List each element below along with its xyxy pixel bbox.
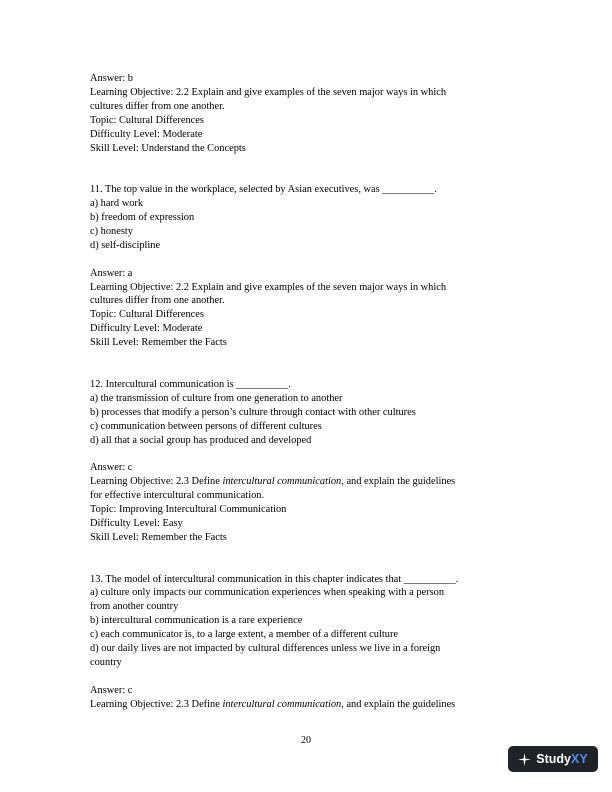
text-line: 13. The model of intercultural communication in this chapter indicates that __________. xyxy=(90,573,459,585)
text-line: d) self-discipline xyxy=(90,239,161,251)
text-line: Difficulty Level: Easy xyxy=(90,517,183,529)
text-line: d) all that a social group has produced and developed xyxy=(90,434,312,446)
text-line: Topic: Cultural Differences xyxy=(90,309,204,321)
paragraph-gap xyxy=(90,155,530,183)
text-block xyxy=(90,573,530,670)
text-block xyxy=(90,183,530,253)
text-line: Difficulty Level: Moderate xyxy=(90,323,203,335)
text-line: d) our daily lives are not impacted by cultural differences unless we live in a foreign xyxy=(90,643,441,655)
text-line: a) the transmission of culture from one generation to another xyxy=(90,392,343,404)
text-line: c) each communicator is, to a large extent, a member of a different culture xyxy=(90,629,399,641)
studyxy-badge[interactable] xyxy=(508,746,598,772)
paragraph-gap xyxy=(90,253,530,267)
text-line: from another country xyxy=(90,601,179,613)
brand-name-suffix: XY xyxy=(571,752,588,766)
text-line: c) communication between persons of different cultures xyxy=(90,420,322,432)
text-line: cultures differ from one another. xyxy=(90,100,225,112)
text-span: , and explain the guidelines xyxy=(341,476,456,488)
paragraph-gap xyxy=(90,545,530,573)
text-line: Difficulty Level: Moderate xyxy=(90,128,203,140)
text-line: a) hard work xyxy=(90,198,144,210)
text-line: Topic: Cultural Differences xyxy=(90,114,204,126)
text-block xyxy=(90,378,530,448)
text-line: 12. Intercultural communication is __________. xyxy=(90,378,291,390)
text-block xyxy=(90,267,530,350)
text-line: Answer: b xyxy=(90,73,133,84)
text-span: Learning Objective: 2.3 Define xyxy=(90,476,223,488)
text-block xyxy=(90,684,530,712)
paragraph-gap xyxy=(90,447,530,461)
text-line: Skill Level: Remember the Facts xyxy=(90,337,227,349)
text-line: b) freedom of expression xyxy=(90,212,195,224)
text-line: for effective intercultural communication. xyxy=(90,490,265,502)
paragraph-gap xyxy=(90,350,530,378)
text-line: country xyxy=(90,656,122,668)
text-line: Answer: c xyxy=(90,684,133,696)
text-span: Learning Objective: 2.3 Define xyxy=(90,698,223,710)
text-line: Learning Objective: 2.2 Explain and give examples of the seven major ways in which xyxy=(90,86,447,98)
text-line: Answer: a xyxy=(90,267,133,279)
text-block xyxy=(90,72,530,155)
text-block xyxy=(90,461,530,544)
text-line: Learning Objective: 2.2 Explain and give examples of the seven major ways in which xyxy=(90,281,447,293)
text-span: , and explain the guidelines xyxy=(341,698,456,710)
text-line: b) processes that modify a person’s culture through contact with other cultures xyxy=(90,406,416,418)
italic-term: intercultural communication xyxy=(222,476,342,488)
text-line: cultures differ from one another. xyxy=(90,295,225,307)
text-line: Skill Level: Understand the Concepts xyxy=(90,142,246,154)
text-line: Topic: Improving Intercultural Communication xyxy=(90,504,287,516)
page-number: 20 xyxy=(301,735,311,746)
text-line: 11. The top value in the workplace, selected by Asian executives, was __________. xyxy=(90,184,437,196)
text-line xyxy=(90,698,530,712)
brand-name-prefix: Study xyxy=(536,752,572,766)
text-line: b) intercultural communication is a rare experience xyxy=(90,615,303,627)
text-line: a) culture only impacts our communication experiences when speaking with a person xyxy=(90,587,445,599)
text-line: Skill Level: Remember the Facts xyxy=(90,531,227,543)
text-line: Answer: c xyxy=(90,462,133,474)
document-page xyxy=(90,72,530,712)
text-line: c) honesty xyxy=(90,225,133,237)
plus-sparkle-icon xyxy=(518,753,531,766)
text-line xyxy=(90,475,530,489)
italic-term: intercultural communication xyxy=(222,698,342,710)
paragraph-gap xyxy=(90,670,530,684)
